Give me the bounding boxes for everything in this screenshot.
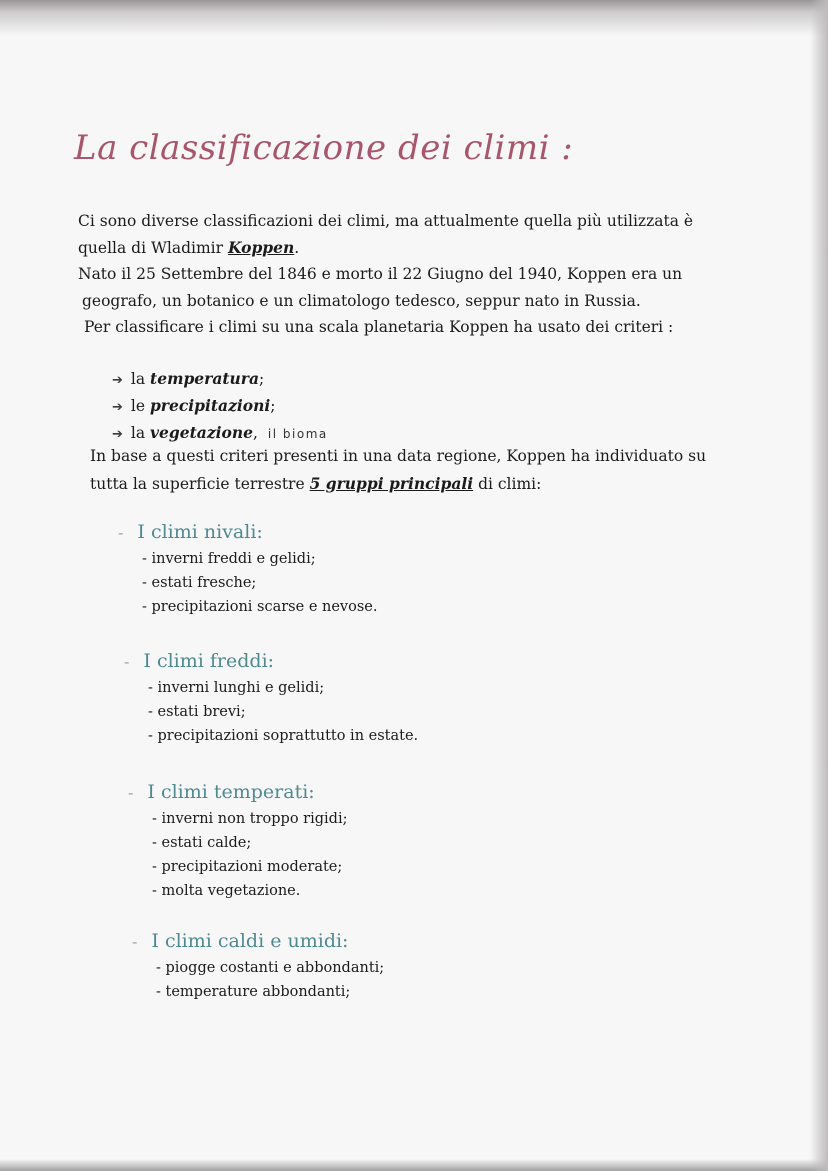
summary-text: di climi: — [473, 475, 542, 493]
group-heading-row — [128, 781, 347, 803]
criterion-term: vegetazione — [150, 423, 253, 442]
dash-marker: - — [132, 932, 138, 951]
criterion-term: precipitazioni — [149, 396, 271, 415]
trait-item: - piogge costanti e abbondanti; — [156, 960, 385, 976]
summary-line — [90, 470, 730, 498]
criterion-article: la — [130, 424, 151, 442]
arrow-icon: ➔ — [112, 400, 123, 415]
handwritten-note: il bioma — [267, 427, 328, 441]
trait-item: - inverni freddi e gelidi; — [142, 551, 316, 567]
trait-item: - precipitazioni soprattutto in estate. — [148, 728, 419, 744]
group-heading-row — [118, 521, 377, 543]
intro-text: . — [294, 238, 300, 257]
intro-line: geografo, un botanico e un climatologo tedesco, seppur nato in Russia. — [82, 291, 641, 310]
climate-group-caldi-umidi — [132, 930, 384, 1004]
intro-text: quella di Wladimir — [78, 238, 228, 257]
criterion-item — [112, 366, 328, 393]
main-groups-term: 5 gruppi principali — [309, 474, 474, 493]
trait-item: - inverni lunghi e gelidi; — [148, 680, 325, 696]
dash-marker: - — [128, 783, 134, 802]
trait-item: - molta vegetazione. — [152, 883, 301, 899]
arrow-icon: ➔ — [112, 373, 123, 388]
trait-item: - temperature abbondanti; — [156, 984, 351, 1000]
koppen-name: Koppen — [227, 237, 295, 257]
group-traits — [132, 956, 384, 1004]
summary-paragraph — [90, 443, 730, 498]
criterion-end: ; — [270, 397, 276, 415]
page-title: La classificazione dei climi : — [74, 128, 574, 168]
group-heading: I climi nivali: — [137, 521, 263, 543]
page-bottom-edge — [0, 1159, 828, 1171]
group-traits — [128, 807, 347, 903]
arrow-icon: ➔ — [112, 427, 123, 442]
criterion-term: temperatura — [150, 369, 260, 388]
intro-paragraph — [78, 208, 728, 341]
climate-group-nivali — [118, 521, 377, 619]
criterion-article: le — [130, 397, 150, 415]
group-heading-row — [132, 930, 384, 952]
group-heading-row — [124, 650, 418, 672]
summary-text: tutta la superficie terrestre — [90, 475, 310, 493]
criteria-list — [112, 366, 328, 447]
criterion-article: la — [130, 370, 151, 388]
trait-item: - estati fresche; — [142, 575, 257, 591]
group-traits — [124, 676, 418, 748]
dash-marker: - — [118, 523, 124, 542]
group-traits — [118, 547, 377, 619]
trait-item: - precipitazioni moderate; — [152, 859, 343, 875]
group-heading: I climi freddi: — [143, 650, 275, 672]
group-heading: I climi temperati: — [147, 781, 315, 803]
intro-line: Nato il 25 Settembre del 1846 e morto il 22 Giugno del 1940, Koppen era un — [78, 265, 683, 283]
criterion-end: , — [252, 424, 258, 442]
intro-line: Per classificare i climi su una scala planetaria Koppen ha usato dei criteri : — [84, 318, 674, 336]
trait-item: - estati brevi; — [148, 704, 246, 720]
criterion-item — [112, 393, 328, 420]
group-heading: I climi caldi e umidi: — [151, 930, 349, 952]
summary-line: In base a questi criteri presenti in una data regione, Koppen ha individuato su — [90, 447, 707, 465]
dash-marker: - — [124, 652, 130, 671]
climate-group-temperati — [128, 781, 347, 903]
trait-item: - estati calde; — [152, 835, 252, 851]
intro-line — [78, 235, 728, 262]
trait-item: - inverni non troppo rigidi; — [152, 811, 348, 827]
climate-group-freddi — [124, 650, 418, 748]
criterion-end: ; — [259, 370, 265, 388]
trait-item: - precipitazioni scarse e nevose. — [142, 599, 378, 615]
intro-line: Ci sono diverse classificazioni dei climi, ma attualmente quella più utilizzata è — [78, 212, 694, 230]
